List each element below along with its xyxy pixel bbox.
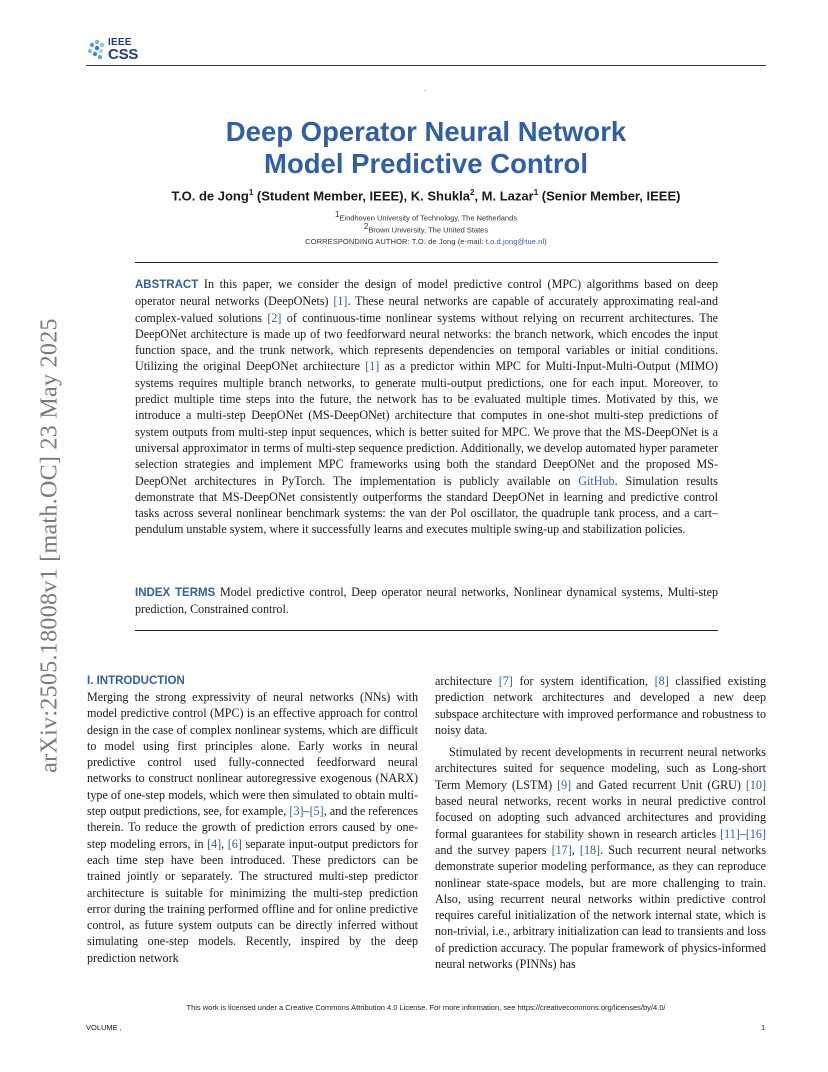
paragraph-text: and the survey papers [435,842,552,857]
citation-link[interactable]: [7] [498,674,513,688]
paragraph-text: . Such recurrent neural networks demonstrate superior modeling performance, as they can reproduce nonlinear state-space models, but are more challenging to train. Also, using recurrent neural networks within predictive control requires careful initialization of the network internal state, which is non-trivial, i.e., arbitrary initialization can lead to transients and loss of prediction accuracy. The popular framework of physics-informed neural networks (PINNs) has [435,842,767,972]
corresponding-author [86,237,766,246]
corresponding-prefix: CORRESPONDING AUTHOR: T.O. de Jong (e-mail: [305,237,486,246]
abstract-label: ABSTRACT [135,279,199,291]
affiliation-1-text: Eindhoven University of Technology, The Netherlands [339,213,518,223]
arxiv-identifier: arXiv:2505.18008v1 [math.OC] 23 May 2025 [36,318,63,773]
paper-title [86,116,766,180]
author-3-role: (Senior Member, IEEE) [538,188,681,204]
index-terms [135,584,718,618]
paragraph-text: Merging the strong expressivity of neural networks (NNs) with model predictive control (MPC) is an effective approach for control design in the case of complex nonlinear systems, which are difficult to model using first principles alone. Early works in neural predictive control used fully-connected feedforward neural networks to construct nonlinear autoregressive exogenous (NARX) type of one-step models, which were then simulated to obtain multi-step output predictions, see, for example, [87,690,418,819]
affiliation-1 [86,210,766,223]
author-2-affiliation: 2 [469,188,475,197]
intro-paragraph-1 [87,689,418,966]
title-line-2: Model Predictive Control [264,148,588,179]
github-link[interactable]: GitHub [578,473,615,488]
citation-link[interactable]: [6] [227,836,242,851]
corresponding-suffix: ) [544,237,547,246]
intro-paragraph-2 [435,744,766,972]
affiliation-1-number: 1 [334,210,340,219]
author-1-affiliation: 1 [248,188,254,197]
citation-link[interactable]: [11] [720,826,740,841]
author-3-affiliation: 1 [533,188,539,197]
abstract [135,276,718,538]
affiliation-2 [86,222,766,235]
abstract-text-2: . These neural networks are capable of accurately approximating real-and complex-valued solutions [135,294,719,325]
index-terms-label: INDEX TERMS [135,587,216,599]
abstract-top-rule [135,262,718,263]
citation-link[interactable]: [5] [309,804,324,819]
section-heading-introduction: I. INTRODUCTION [87,675,185,687]
page-number: 1 [761,1023,766,1032]
body-column-left [87,673,418,966]
paragraph-text: – [303,804,310,819]
affiliation-2-number: 2 [363,222,369,231]
paragraph-text: – [739,826,746,841]
ieee-css-logo [86,36,152,64]
logo-ieee-text: IEEE [108,37,132,48]
volume-label: VOLUME , [86,1023,122,1032]
affiliation-2-text: Brown University, The United States [368,225,489,235]
body-column-right [435,673,766,972]
paragraph-text: for system identification, [512,674,655,688]
citation-link[interactable]: [16] [745,826,766,841]
author-separator: , [474,188,482,204]
intro-paragraph-1-continued [435,673,766,738]
index-terms-text: Model predictive control, Deep operator neural networks, Nonlinear dynamical systems, Multi-step prediction, Constrained control. [135,585,719,617]
paragraph-text: based neural networks, recent works in neural predictive control focused on adopting such advanced architectures and providing formal guarantees for stability shown in research articles [435,794,766,841]
author-1: T.O. de Jong [171,188,249,204]
citation-link[interactable]: [2] [267,310,282,325]
abstract-text-4: as a predictor within MPC for Multi-Input-Multi-Output (MIMO) systems requires multiple branch networks, to generate multi-output predictions, one for each input. Moreover, to predict multiple time steps into the future, the network has to be evaluated multiple times. Motivated by this, we introduce a multi-step DeepONet (MS-DeepONet) architecture that computes in one-shot multi-step predictions of system outputs from multi-step input sequences, which is better suited for MPC. We prove that the MS-DeepONet is a universal approximator in terms of multi-step sequence prediction. Additionally, we develop automated hyper parameter selection strategies and implement MPC frameworks using both the standard DeepONet and the proposed MS-DeepONet architectures in PyTorch. The implementation is publicly available on [135,359,718,488]
header-rule [86,65,766,66]
header-dot-mark: . [424,84,427,93]
citation-link[interactable]: [8] [654,674,669,688]
ieee-logo-dots-icon [86,38,106,60]
license-notice: This work is licensed under a Creative Commons Attribution 4.0 License. For more information, see https://creativecommons.org/licenses/by/4.0/ [186,1003,666,1012]
author-1-role: (Student Member, IEEE), [253,188,411,204]
abstract-text-3: of continuous-time nonlinear systems without relying on recurrent architectures. The DeepONet architecture is made up of two feedforward neural networks: the branch network, which encodes the input function space, and the trunk network, which represents dependencies on temporal variables or initial conditions. Utilizing the original DeepONet architecture [135,310,718,374]
corresponding-email-link[interactable]: t.o.d.jong@tue.nl [485,237,545,246]
abstract-text-1: In this paper, we consider the design of model predictive control (MPC) algorithms based on deep operator neural networks (DeepONets) [135,277,718,309]
citation-link[interactable]: [1] [333,294,348,309]
citation-link[interactable]: [18] [579,842,601,857]
author-list [86,188,766,203]
citation-link[interactable]: [10] [745,777,766,792]
citation-link[interactable]: [4] [207,836,222,851]
abstract-text-5: . Simulation results demonstrate that MS-DeepONet consistently outperforms the standard DeepONet in learning and predictive control tasks across several nonlinear benchmark systems: the van der Pol oscillator, the quadruple tank process, and a cart–pendulum unstable system, where it successfully learns and executes multiple swing-up and stabilization policies. [135,473,718,537]
author-2: K. Shukla [410,188,470,204]
citation-link[interactable]: [9] [557,777,572,792]
paragraph-text: classified existing prediction network architectures and developed a new deep subspace architecture with improved performance and robustness to noisy data. [435,674,766,737]
paragraph-text: Stimulated by recent developments in recurrent neural networks architectures suited for sequence modeling, such as Long-short Term Memory (LSTM) [435,745,766,792]
author-3: M. Lazar [481,188,534,204]
citation-link[interactable]: [3] [289,804,304,819]
paragraph-text: , and the references therein. To reduce the growth of prediction errors caused by one-step modeling errors, in [87,804,418,851]
paragraph-text: separate input-output predictors for each time step have been introduced. These predictors can be trained jointly or separately. The structured multi-step predictor architecture is suitable for minimizing the multi-step prediction error during the training performed offline and for online predictive control, as future system outputs can be directly inferred without simulating one-step models. Recently, inspired by the deep prediction network [87,836,419,965]
paragraph-text: , [571,842,580,857]
citation-link[interactable]: [17] [551,842,572,857]
title-line-1: Deep Operator Neural Network [225,116,627,147]
citation-link[interactable]: [1] [365,359,380,374]
paragraph-text: architecture [435,674,499,688]
abstract-bottom-rule [135,630,718,631]
paragraph-text: and Gated recurrent Unit (GRU) [571,777,746,792]
logo-css-text: CSS [108,46,139,63]
paragraph-text: , [221,836,228,851]
